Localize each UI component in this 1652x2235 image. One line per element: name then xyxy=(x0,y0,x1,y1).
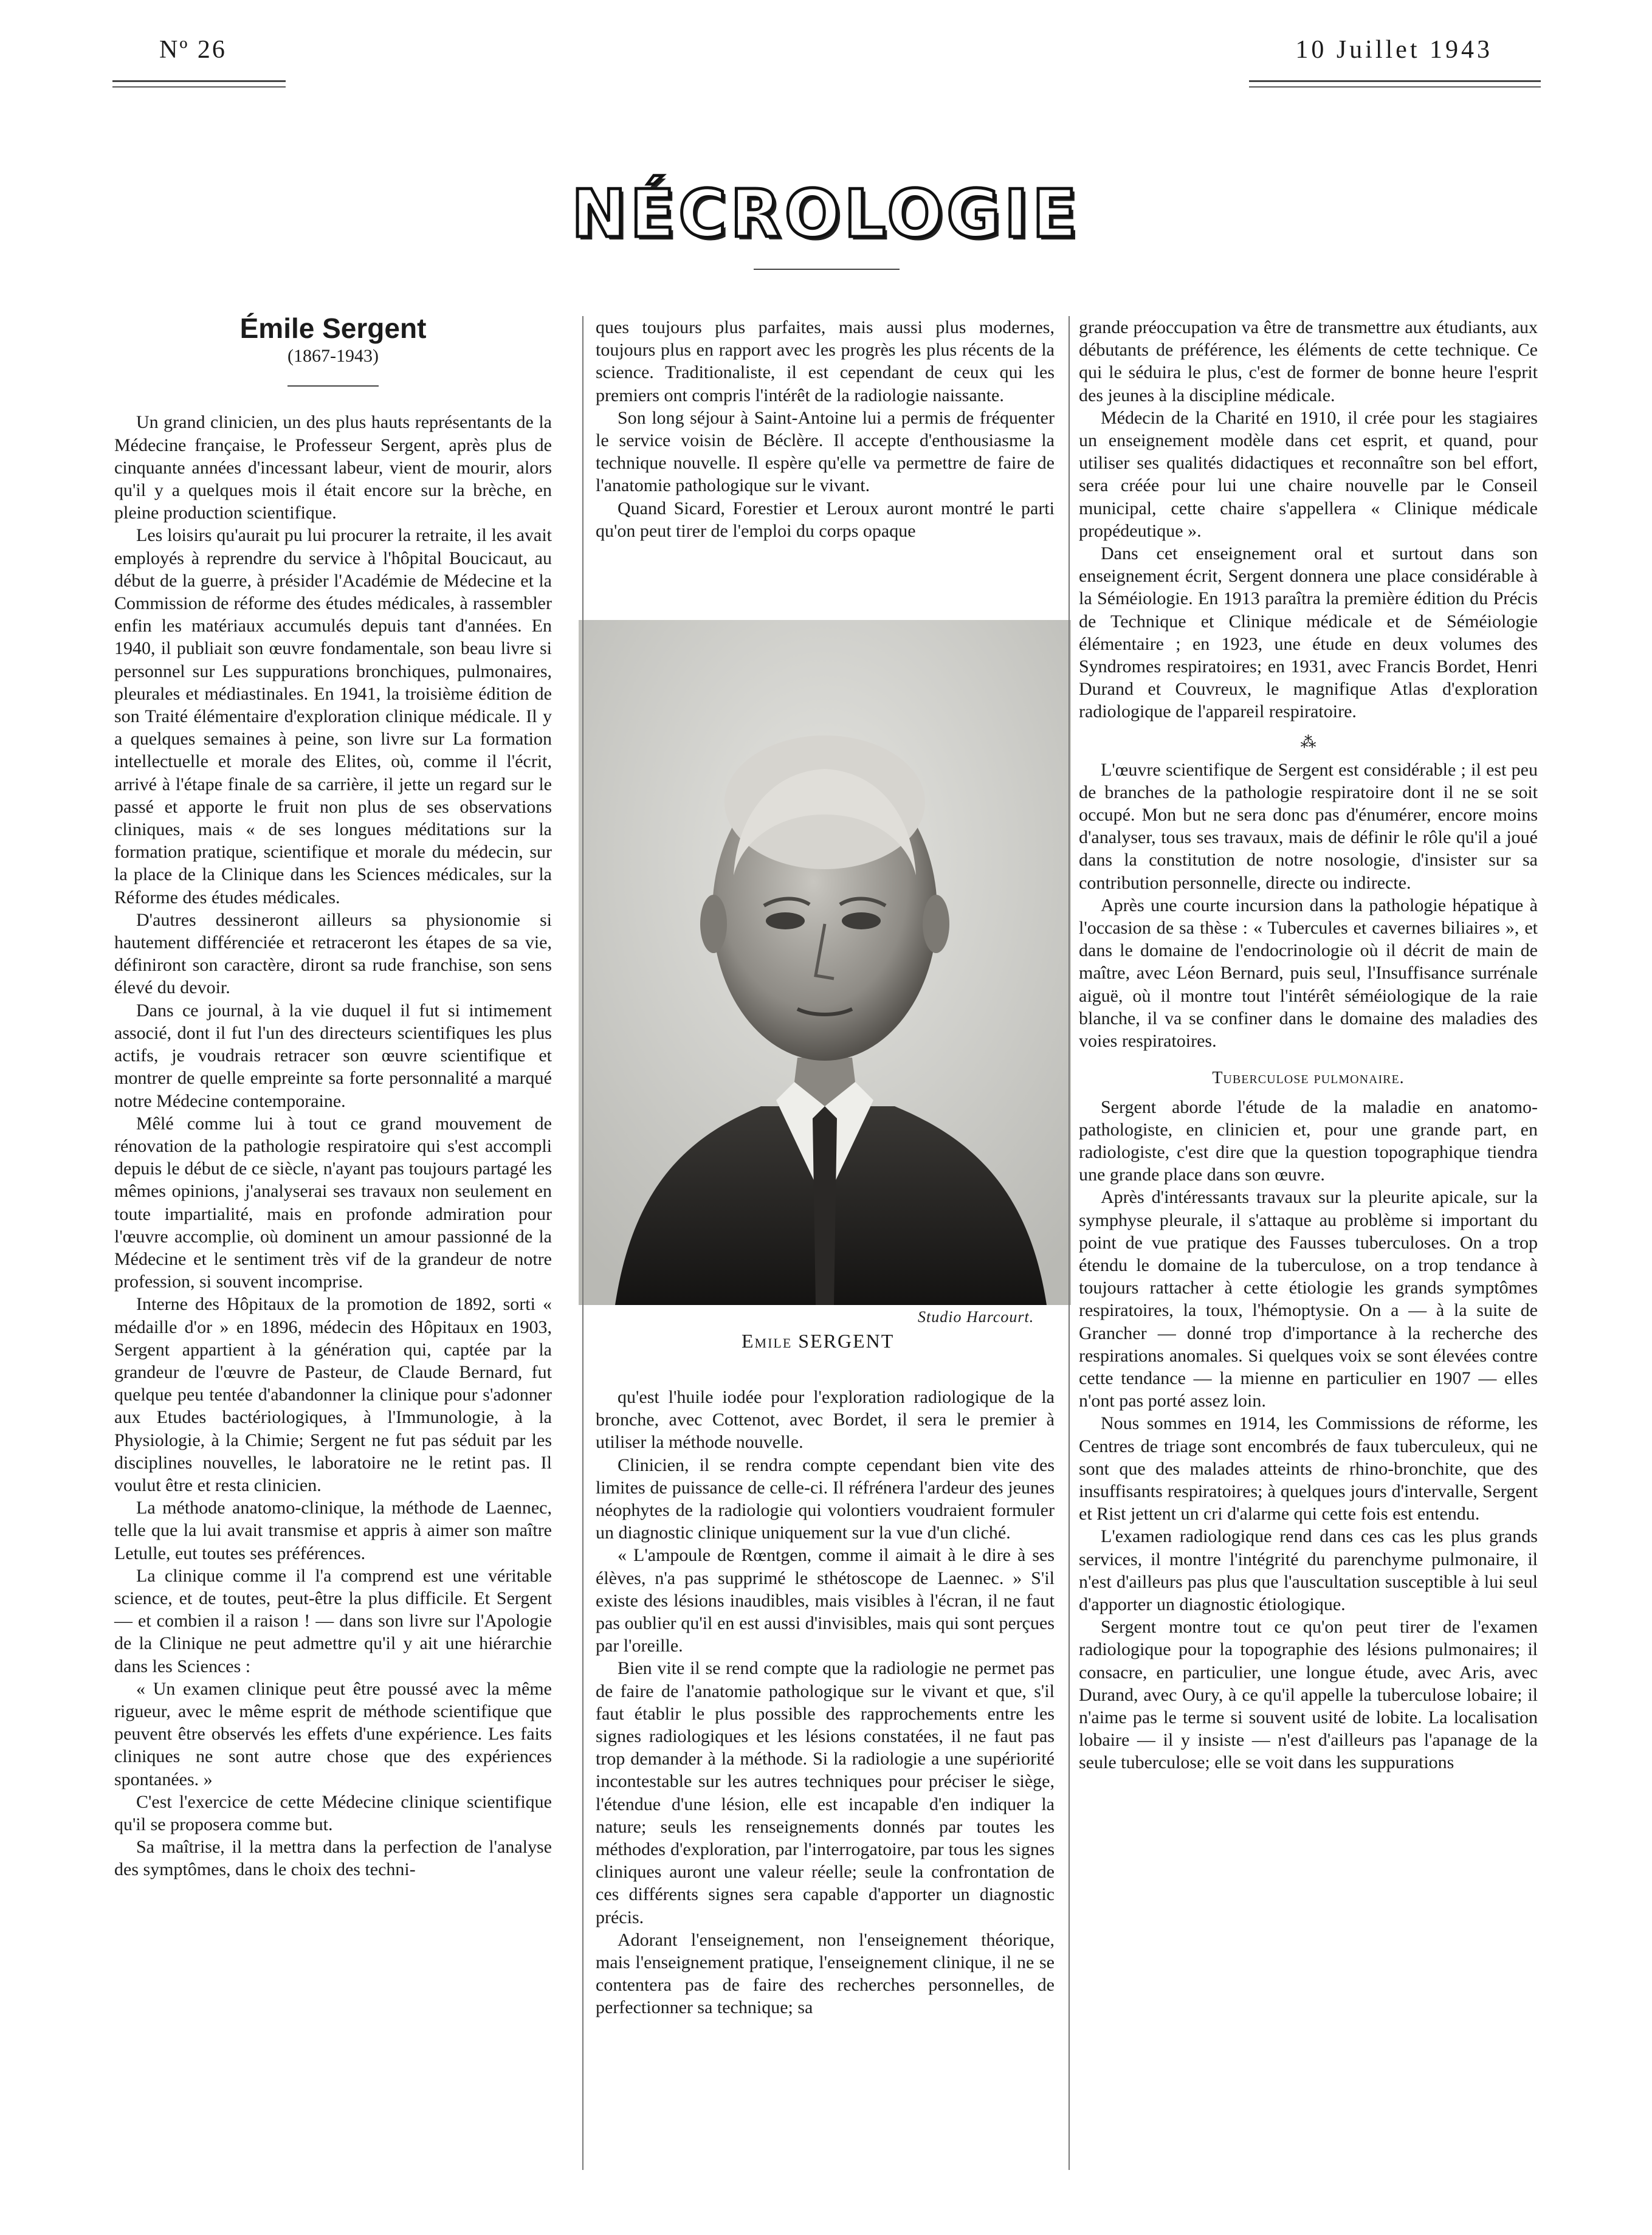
page-title: NÉCROLOGIE xyxy=(571,176,1081,252)
paragraph: Son long séjour à Saint-Antoine lui a permis de fréquenter le service voisin de Béclère. Il accepte d'enthousiasme la technique nouvelle. Il espère qu'elle va permettre de faire de l'anatomie pathologique sur le vivant. xyxy=(596,407,1055,496)
paragraph: Dans ce journal, à la vie duquel il fut si intimement associé, dont il fut l'un des directeurs scientifiques les plus actifs, je voudrais retracer son œuvre scientifique et montrer de quelle empreinte sa forte personnalité a marqué notre Médecine contemporaine. xyxy=(114,1000,552,1111)
column-1 xyxy=(114,312,552,1881)
paragraph: La clinique comme il l'a comprend est une véritable science, et de toutes, peut-être la plus difficile. Et Sergent — et combien il a raison ! — dans son livre sur l'Apologie de la Clinique ne peut admettre qu'il y ait une hiérarchie dans les Sciences : xyxy=(114,1565,552,1676)
name-rule xyxy=(287,385,379,387)
paragraph: Sergent aborde l'étude de la maladie en anatomo-pathologiste, en clinicien et, pour une grande part, en radiologiste, c'est dire que la question topographique tiendra une grande place dans son œuvre. xyxy=(1079,1097,1538,1185)
paragraph: qu'est l'huile iodée pour l'exploration radiologique de la bronche, avec Cottenot, avec Bordet, il sera le premier à utiliser la méthode nouvelle. xyxy=(596,1387,1055,1453)
paragraph: Les loisirs qu'aurait pu lui procurer la retraite, il les avait employés à reprendre du service à l'hôpital Boucicaut, au début de la guerre, à présider l'Académie de Médecine et la Commission de réforme des études médicales, à rassembler enfin les matériaux accumulés depuis tant d'années. En 1940, il publiait son œuvre fondamentale, son beau livre si personnel sur Les suppurations bronchiques, pulmonaires, pleurales et médiastinales. En 1941, la troisième édition de son Traité élémentaire d'exploration clinique médicale. Il y a quelques semaines à peine, son livre sur La formation intellectuelle et morale des Elites, où, comme il l'écrit, arrivé à l'étape finale de sa carrière, il jette un regard sur le passé et apporte le fruit non plus de ses observations cliniques, mais « de ses longues méditations sur la formation pratique, scientifique et morale du médecin, sur la place de la Clinique dans les Sciences médicales, sur la Réforme des études médicales. xyxy=(114,525,552,907)
header-rule-left xyxy=(112,80,286,82)
paragraph: « Un examen clinique peut être poussé avec la même rigueur, avec le même esprit de méthode scientifique que peuvent être observés les effets d'une expérience. Les faits cliniques ne sont autre chose que des expériences spontanées. » xyxy=(114,1678,552,1789)
paragraph: Un grand clinicien, un des plus hauts représentants de la Médecine française, le Professeur Sergent, après plus de cinquante années d'incessant labeur, vient de mourir, alors qu'il y a quelques mois il était encore sur la brèche, en pleine production scientifique. xyxy=(114,412,552,523)
column-2-bottom xyxy=(596,1386,1055,2019)
issue-number: Nº 26 xyxy=(159,36,227,64)
photo-caption: Emile SERGENT xyxy=(742,1330,895,1352)
article-name: Émile Sergent xyxy=(239,312,427,344)
article-dates: (1867-1943) xyxy=(287,346,379,367)
paragraph: Sa maîtrise, il la mettra dans la perfection de l'analyse des symptômes, dans le choix des techni- xyxy=(114,1837,552,1880)
header-rule-right-2 xyxy=(1249,86,1541,88)
paragraph: Médecin de la Charité en 1910, il crée pour les stagiaires un enseignement modèle dans cet esprit, et quand, pour utiliser ses qualités didactiques et reconnaître son bel effort, sera créée pour lui une chaire nouvelle par le Conseil municipal, cette chaire s'appellera « Clinique médicale propédeutique ». xyxy=(1079,407,1538,541)
paragraph: D'autres dessineront ailleurs sa physionomie si hautement différenciée et retraceront les étapes de sa vie, définiront son caractère, diront sa rude franchise, son sens élevé du devoir. xyxy=(114,909,552,998)
portrait-illustration xyxy=(579,620,1071,1305)
column-divider-1 xyxy=(582,316,583,2170)
paragraph: Nous sommes en 1914, les Commissions de réforme, les Centres de triage sont encombrés de faux tuberculeux, qui ne sont que des malades atteints de rhino-bronchite, que des insuffisants respiratoires; à quelques jours d'intervalle, Sergent et Rist jettent un cri d'alarme qui cette fois est entendu. xyxy=(1079,1413,1538,1524)
column-3 xyxy=(1079,316,1538,1774)
photo-credit: Studio Harcourt. xyxy=(918,1308,1034,1326)
paragraph: Sergent montre tout ce qu'on peut tirer de l'examen radiologique pour la topographie des lésions pulmonaires; il consacre, en particulier, une longue étude, avec Aris, avec Durand, avec Oury, à ce qu'il appelle la tuberculose lobaire; il n'aime pas le terme si souvent usité de lobite. La localisation lobaire — il y insiste — n'est d'ailleurs pas l'apanage de la seule tuberculose; elle se voit dans les suppurations xyxy=(1079,1617,1538,1773)
paragraph: C'est l'exercice de cette Médecine clinique scientifique qu'il se proposera comme but. xyxy=(114,1791,552,1834)
section-heading: Tuberculose pulmonaire. xyxy=(1212,1069,1405,1088)
paragraph: grande préoccupation va être de transmettre aux étudiants, aux débutants de préférence, les éléments de cette technique. Ce qui le séduira le plus, c'est de former de bonne heure l'esprit des jeunes à la discipline médicale. xyxy=(1079,317,1538,405)
paragraph: Mêlé comme lui à tout ce grand mouvement de rénovation de la pathologie respiratoire qui s'est accompli depuis le début de ce siècle, n'ayant pas toujours partagé les mêmes opinions, j'analyserai ses travaux non seulement en toute impartialité, mais en profonde admiration pour l'œuvre accomplie, où dominent un amour passionné de la Médecine et le sentiment très vif de la grandeur de notre profession, si souvent incomprise. xyxy=(114,1113,552,1292)
header-rule-left-2 xyxy=(112,86,286,88)
paragraph: La méthode anatomo-clinique, la méthode de Laennec, telle que la lui avait transmise et appris à aimer son maître Letulle, eut toutes ses préférences. xyxy=(114,1498,552,1563)
title-rule xyxy=(754,269,900,270)
paragraph: Bien vite il se rend compte que la radiologie ne permet pas de faire de l'anatomie pathologique sur le vivant et que, s'il faut établir le plus possible des rapprochements entre les signes radiologiques et les lésions constatées, il ne faut pas trop demander à la méthode. Si la radiologie a une supériorité incontestable sur les autres techniques pour préciser le siège, l'étendue d'une lésion, elle est incapable d'en indiquer la nature; seuls les renseignements donnés par toutes les méthodes d'exploration, par l'interrogatoire, par tous les signes cliniques auront une valeur réelle; seule la confrontation de ces différents signes sera capable d'apporter un diagnostic précis. xyxy=(596,1658,1055,1927)
column-2-top xyxy=(596,316,1055,542)
paragraph: Adorant l'enseignement, non l'enseignement théorique, mais l'enseignement pratique, l'enseignement clinique, il ne se contentera pas de faire des recherches personnelles, de perfectionner sa technique; sa xyxy=(596,1929,1055,2018)
column-divider-2 xyxy=(1069,316,1070,2170)
paragraph: « L'ampoule de Rœntgen, comme il aimait à le dire à ses élèves, n'a pas supprimé le sthétoscope de Laennec. » S'il existe des lésions inaudibles, mais visibles à l'écran, il ne faut pas oublier qu'il en est aussi d'invisibles, mais qui sont perçues par l'oreille. xyxy=(596,1545,1055,1656)
paragraph: Après une courte incursion dans la pathologie hépatique à l'occasion de sa thèse : « Tubercules et cavernes biliaires », et dans le domaine de l'endocrinologie où il décrit de main de maître, avec Léon Bernard, puis seul, l'Insuffisance surrénale aiguë, où il montre tout l'intérêt séméiologique de la raie blanche, il va se confiner dans le domaine des maladies des voies respiratoires. xyxy=(1079,895,1538,1052)
paragraph: ques toujours plus parfaites, mais aussi plus modernes, toujours plus en rapport avec les progrès les plus récents de la science. Traditionaliste, il est cependant de ceux qui les premiers ont compris l'intérêt de la radiologie naissante. xyxy=(596,317,1055,405)
paragraph: Dans cet enseignement oral et surtout dans son enseignement écrit, Sergent donnera une place considérable à la Séméiologie. En 1913 paraîtra la première édition du Précis de Technique et Clinique médicale et de Séméiologie élémentaire ; en 1923, une étude en deux volumes des Syndromes respiratoires; en 1931, avec Francis Bordet, Henri Durand et Couvreux, le magnifique Atlas d'exploration radiologique de l'appareil respiratoire. xyxy=(1079,543,1538,722)
header-rule-right xyxy=(1249,80,1541,82)
issue-date: 10 Juillet 1943 xyxy=(1295,36,1493,64)
paragraph: L'œuvre scientifique de Sergent est considérable ; il est peu de branches de la pathologie respiratoire dont il ne se soit occupé. Mon but ne sera donc pas d'énumérer, encore moins d'analyser, tous ses travaux, mais de définir le rôle qu'il a joué dans la constitution de notre nosologie, d'insister sur sa contribution personnelle, directe ou indirecte. xyxy=(1079,759,1538,893)
portrait-photo xyxy=(579,620,1071,1305)
paragraph: Après d'intéressants travaux sur la pleurite apicale, sur la symphyse pleurale, il s'attaque au problème si important du point de vue pratique des Fausses tuberculoses. On a trop étendu le domaine de la tuberculose, on a trop tendance à toujours rattacher à cette étiologie les grands symptômes respiratoires, la toux, l'hémoptysie. On a — à la suite de Grancher — donné trop d'importance à la recherche des respirations anomales. Si quelques voix se sont élevées contre cette tendance — la mienne en particulier en 1907 — elles n'ont pas porté assez loin. xyxy=(1079,1187,1538,1411)
paragraph: Interne des Hôpitaux de la promotion de 1892, sorti « médaille d'or » en 1896, médecin des Hôpitaux en 1903, Sergent appartient à la génération qui, captée par la grandeur de l'œuvre de Pasteur, de Claude Bernard, fut quelque peu tentée d'abandonner la clinique pour s'adonner aux Etudes bactériologiques, à l'Immunologie, à la Physiologie, à la Chimie; Sergent ne fut pas séduit par les disciplines nouvelles, le laboratoire ne le retint pas. Il voulut être et resta clinicien. xyxy=(114,1294,552,1495)
paragraph: Quand Sicard, Forestier et Leroux auront montré le parti qu'on peut tirer de l'emploi du corps opaque xyxy=(596,498,1055,541)
paragraph: Clinicien, il se rendra compte cependant bien vite des limites de puissance de celle-ci. Il réfrénera l'ardeur des jeunes néophytes de la radiologie qui volontiers voudraient formuler un diagnostic clinique uniquement sur la vue d'un cliché. xyxy=(596,1455,1055,1543)
section-separator: ⁂ xyxy=(1300,733,1316,751)
paragraph: L'examen radiologique rend dans ces cas les plus grands services, il montre l'intégrité du parenchyme pulmonaire, il n'est d'ailleurs pas plus que l'auscultation susceptible à lui seul d'apporter un diagnostic étiologique. xyxy=(1079,1526,1538,1614)
